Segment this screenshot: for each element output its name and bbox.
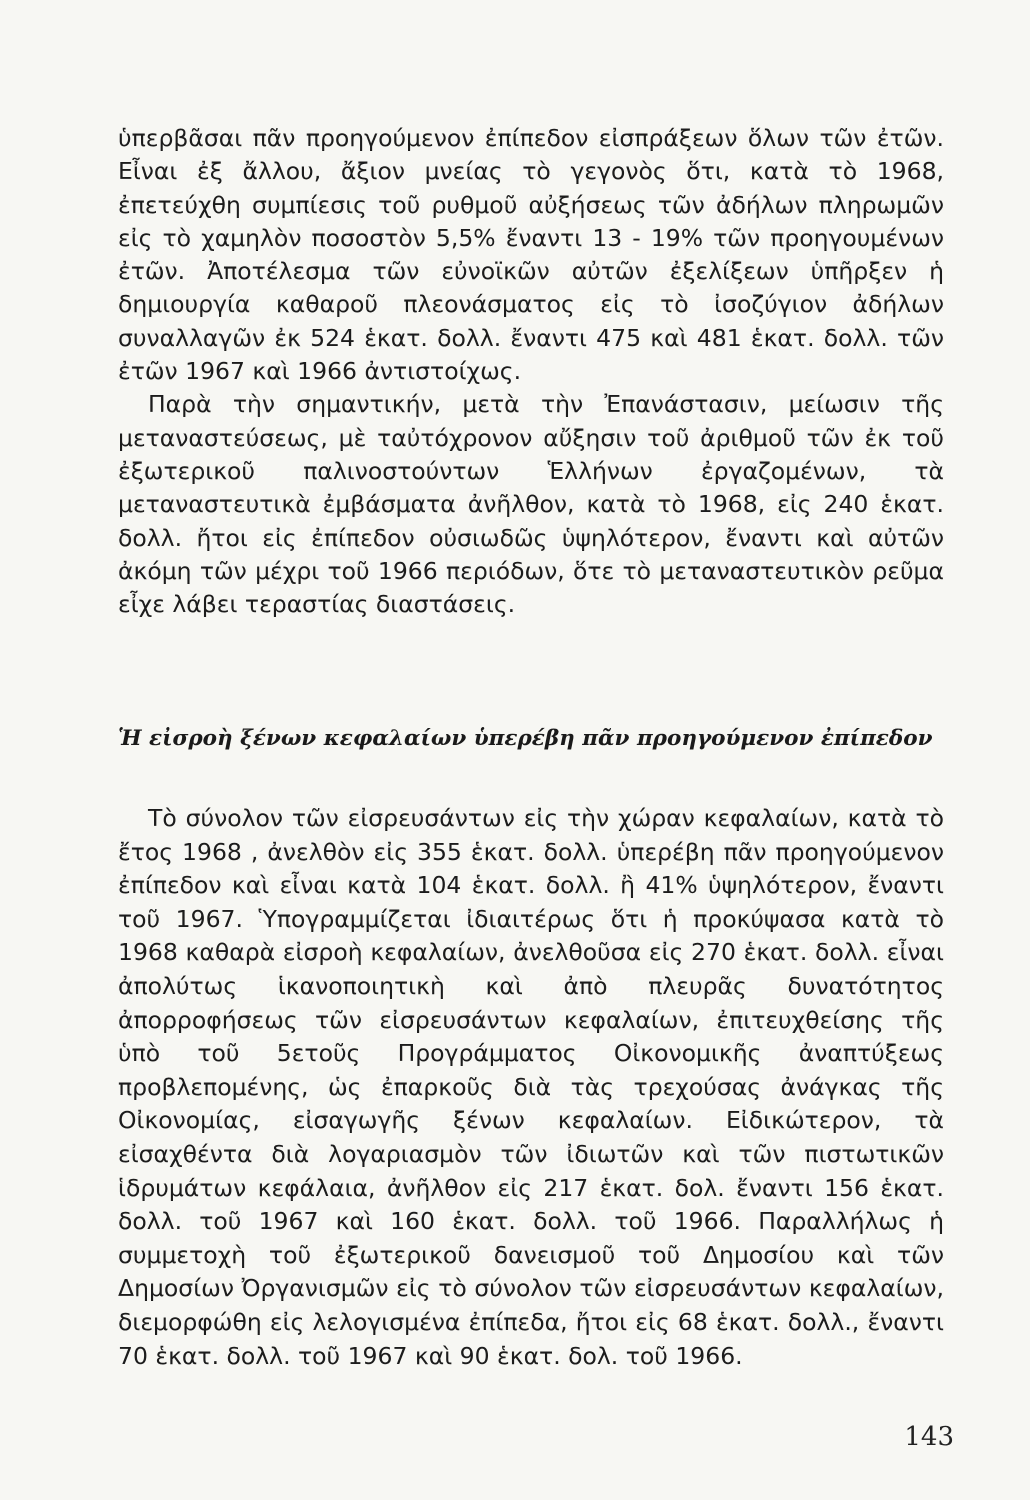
upper-body-text xyxy=(118,122,944,621)
page-number: 143 xyxy=(904,1422,954,1452)
paragraph-1: ὑπερβᾶσαι πᾶν προηγούμενον ἐπίπεδον εἰσπράξεων ὅλων τῶν ἐτῶν. Εἶναι ἐξ ἄλλου, ἄξιον μνείας τὸ γεγονὸς ὅτι, κατὰ τὸ 1968, ἐπετεύχθη συμπίεσις τοῦ ρυθμοῦ αὐξήσεως τῶν ἀδήλων πληρωμῶν εἰς τὸ χαμηλὸν ποσοστὸν 5,5% ἔναντι 13 - 19% τῶν προηγουμένων ἐτῶν. Ἀποτέλεσμα τῶν εὐνοϊκῶν αὐτῶν ἐξελίξεων ὑπῆρξεν ἡ δημιουργία καθαροῦ πλεονάσματος εἰς τὸ ἰσοζύγιον ἀδήλων συναλλαγῶν ἐκ 524 ἑκατ. δολλ. ἔναντι 475 καὶ 481 ἑκατ. δολλ. τῶν ἐτῶν 1967 καὶ 1966 ἀντιστοίχως. xyxy=(118,124,944,386)
paragraph-2: Παρὰ τὴν σημαντικήν, μετὰ τὴν Ἐπανάστασιν, μείωσιν τῆς μεταναστεύσεως, μὲ ταὐτόχρονον αὔξησιν τοῦ ἀριθμοῦ τῶν ἐκ τοῦ ἐξωτερικοῦ παλινοστούντων Ἑλλήνων ἐργαζομένων, τὰ μεταναστευτικὰ ἐμβάσματα ἀνῆλθον, κατὰ τὸ 1968, εἰς 240 ἑκατ. δολλ. ἤτοι εἰς ἐπίπεδον οὐσιωδῶς ὑψηλότερον, ἔναντι καὶ αὐτῶν ἀκόμη τῶν μέχρι τοῦ 1966 περιόδων, ὅτε τὸ μεταναστευτικὸν ρεῦμα εἶχε λάβει τεραστίας διαστάσεις. xyxy=(118,390,944,619)
paragraph-3: Τὸ σύνολον τῶν εἰσρευσάντων εἰς τὴν χώραν κεφαλαίων, κατὰ τὸ ἔτος 1968 , ἀνελθὸν εἰς 355 ἑκατ. δολλ. ὑπερέβη πᾶν προηγούμενον ἐπίπεδον καὶ εἶναι κατὰ 104 ἑκατ. δολλ. ἢ 41% ὑψηλότερον, ἔναντι τοῦ 1967. Ὑπογραμμίζεται ἰδιαιτέρως ὅτι ἡ προκύψασα κατὰ τὸ 1968 καθαρὰ εἰσροὴ κεφαλαίων, ἀνελθοῦσα εἰς 270 ἑκατ. δολλ. εἶναι ἀπολύτως ἱκανοποιητικὴ καὶ ἀπὸ πλευρᾶς δυνατότητος ἀπορροφήσεως τῶν εἰσρευσάντων κεφαλαίων, ἐπιτευχθείσης τῆς ὑπὸ τοῦ 5ετοῦς Προγράμματος Οἰκονομικῆς ἀναπτύξεως προβλεπομένης, ὡς ἐπαρκοῦς διὰ τὰς τρεχούσας ἀνάγκας τῆς Οἰκονομίας, εἰσαγωγῆς ξένων κεφαλαίων. Εἰδικώτερον, τὰ εἰσαχθέντα διὰ λογαριασμὸν τῶν ἰδιωτῶν καὶ τῶν πιστωτικῶν ἱδρυμάτων κεφάλαια, ἀνῆλθον εἰς 217 ἑκατ. δολ. ἔναντι 156 ἑκατ. δολλ. τοῦ 1967 καὶ 160 ἑκατ. δολλ. τοῦ 1966. Παραλλήλως ἡ συμμετοχὴ τοῦ ἐξωτερικοῦ δανεισμοῦ τοῦ Δημοσίου καὶ τῶν Δημοσίων Ὀργανισμῶν εἰς τὸ σύνολον τῶν εἰσρευσάντων κεφαλαίων, διεμορφώθη εἰς λελογισμένα ἐπίπεδα, ἤτοι εἰς 68 ἑκατ. δολλ., ἔναντι 70 ἑκατ. δολλ. τοῦ 1967 καὶ 90 ἑκατ. δολ. τοῦ 1966. xyxy=(118,804,944,1370)
section-heading: Ἡ εἰσροὴ ξένων κεφαλαίων ὑπερέβη πᾶν προηγούμενον ἐπίπεδον xyxy=(118,726,933,751)
lower-body-text xyxy=(118,802,944,1373)
